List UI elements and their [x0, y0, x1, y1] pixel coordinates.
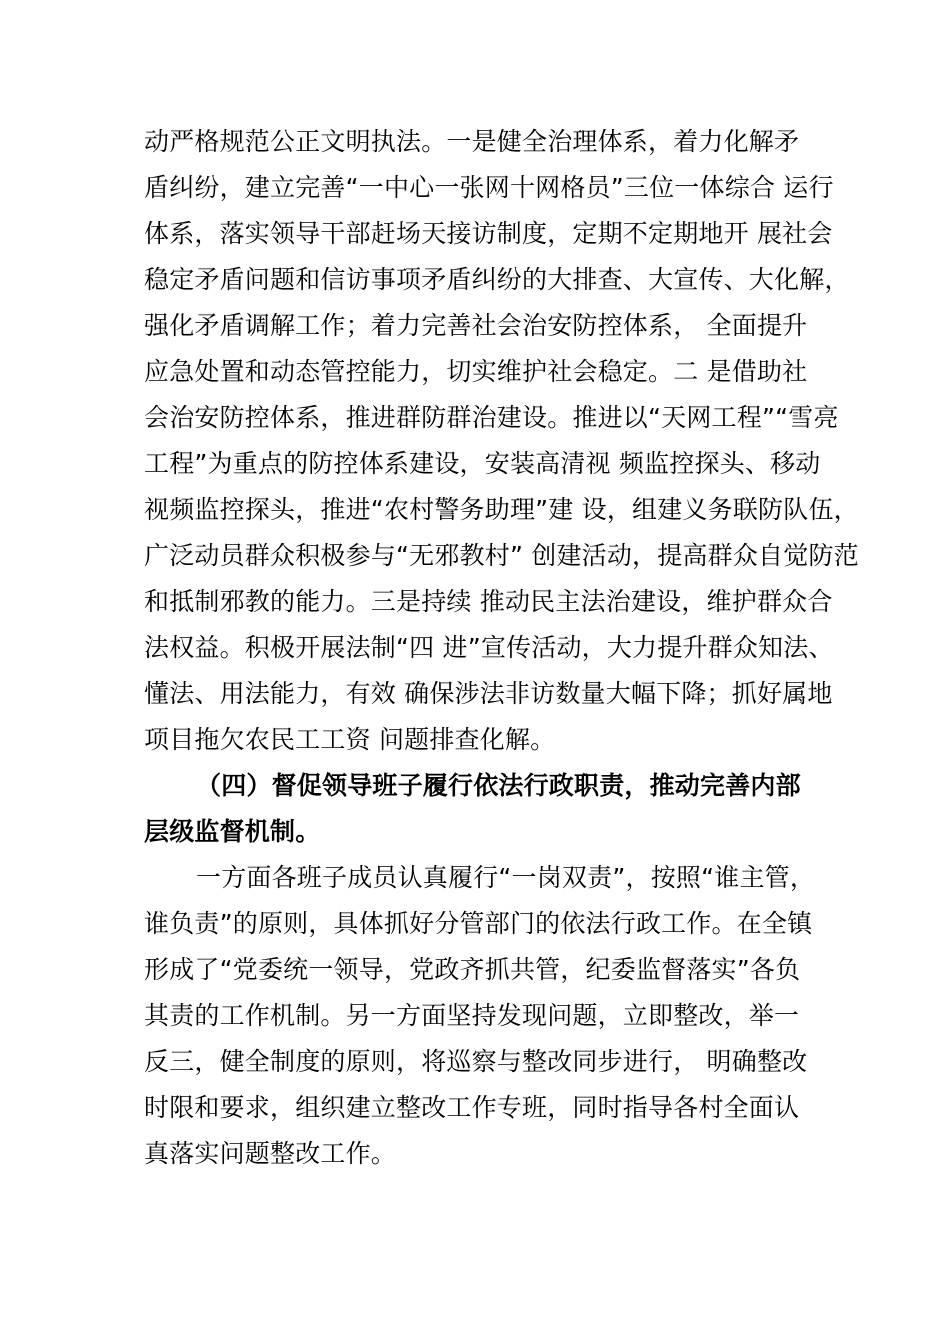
body-text-line: 反三，健全制度的原则，将巡察与整改同步进行， 明确整改: [144, 1047, 808, 1076]
section-heading: （四）督促领导班子履行依法行政职责，推动完善内部: [196, 771, 801, 800]
body-text-line: 懂法、用法能力，有效 确保涉法非访数量大幅下降；抓好属地: [144, 679, 833, 708]
paragraph-first-line: 一方面各班子成员认真履行“一岗双责”，按照“谁主管，: [196, 863, 816, 892]
body-text-line: 稳定矛盾问题和信访事项矛盾纠纷的大排查、大宣传、大化解，: [144, 265, 850, 294]
body-text-line: 盾纠纷，建立完善“一中心一张网十网格员”三位一体综合 运行: [144, 173, 834, 202]
body-text-line: 应急处置和动态管控能力，切实维护社会稳定。二 是借助社: [144, 357, 808, 386]
body-text-line: 法权益。积极开展法制“四 进”宣传活动，大力提升群众知法、: [144, 633, 834, 662]
body-text-line: 广泛动员群众积极参与“无邪教村” 创建活动，提高群众自觉防范: [144, 541, 859, 570]
body-text-line: 真落实问题整改工作。: [144, 1139, 397, 1168]
body-text-line: 强化矛盾调解工作；着力完善社会治安防控体系， 全面提升: [144, 311, 808, 340]
body-text-line: 工程”为重点的防控体系建设，安装高清视 频监控探头、移动: [144, 449, 821, 478]
body-text-line: 项目拖欠农民工工资 问题排查化解。: [144, 725, 556, 754]
section-heading-continuation: 层级监督机制。: [144, 817, 321, 846]
body-text-line: 谁负责”的原则，具体抓好分管部门的依法行政工作。在全镇: [144, 909, 813, 938]
body-text-line: 形成了“党委统一领导，党政齐抓共管，纪委监督落实”各负: [144, 955, 801, 984]
body-text-line: 动严格规范公正文明执法。一是健全治理体系，着力化解矛: [144, 127, 800, 156]
body-text-line: 时限和要求，组织建立整改工作专班，同时指导各村全面认: [144, 1093, 800, 1122]
body-text-line: 其责的工作机制。另一方面坚持发现问题，立即整改，举一: [144, 1001, 800, 1030]
body-text-line: 视频监控探头，推进“农村警务助理”建 设，组建义务联防队伍，: [144, 495, 859, 524]
body-text-line: 会治安防控体系，推进群防群治建设。推进以“天网工程”“雪亮: [144, 403, 839, 432]
body-text-line: 和抵制邪教的能力。三是持续 推动民主法治建设，维护群众合: [144, 587, 833, 616]
body-text-line: 体系，落实领导干部赶场天接访制度，定期不定期地开 展社会: [144, 219, 833, 248]
